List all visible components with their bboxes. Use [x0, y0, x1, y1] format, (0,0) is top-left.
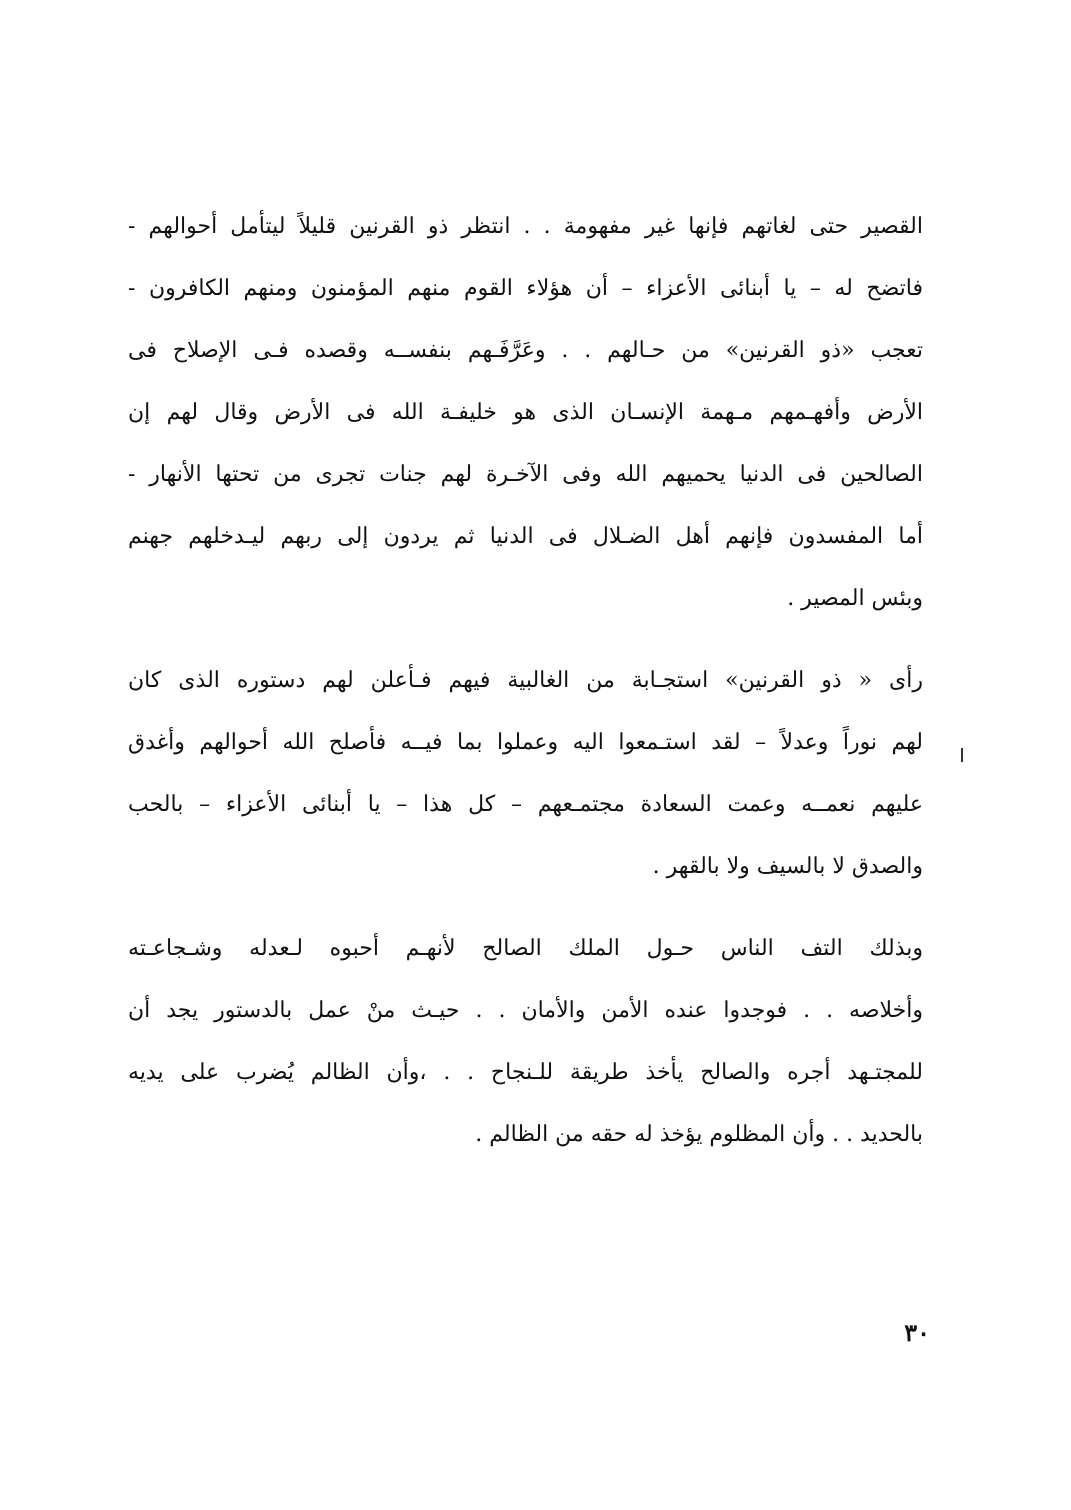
page-number: ٣٠	[904, 1318, 930, 1347]
text-line: أما المفسدون فإنهم أهل الضـلال فى الدنيا ثم يردون إلى ربهم ليـدخلهم جهنم	[128, 524, 923, 549]
text-line: رأى « ذو القرنين» استجـابة من الغالبية فيهم فـأعلن لهم دستوره الذى كان	[128, 668, 923, 693]
text-line: الأرض وأفهـمهم مـهمة الإنسـان الذى هو خليفـة الله فى الأرض وقال لهم إن	[128, 400, 923, 425]
text-line: للمجتـهد أجره والصالح يأخذ طريقة للـنجاح . . ،وأن الظالم يُضرب على يديه	[128, 1060, 923, 1085]
text-line: والصدق لا بالسيف ولا بالقهر .	[652, 854, 923, 879]
body-text	[128, 196, 923, 1166]
text-line: القصير حتى لغاتهم فإنها غير مفهومة . . انتظر ذو القرنين قليلاً ليتأمل أحوالهم -	[128, 214, 923, 239]
text-line: فاتضح له – يا أبنائى الأعزاء – أن هؤلاء القوم منهم المؤمنون ومنهم الكافرون -	[128, 276, 923, 301]
paragraph-3	[128, 918, 923, 1166]
text-line: وبئس المصير .	[787, 586, 923, 611]
paragraph-1	[128, 196, 923, 630]
text-line: وبذلك التف الناس حـول الملك الصالح لأنهـم أحبوه لـعدله وشـجاعـته	[128, 936, 923, 961]
text-line: تعجب «ذو القرنين» من حـالهم . . وعَرَّفَـهم بنفســه وقصده فـى الإصلاح فى	[128, 338, 923, 363]
text-line: لهم نوراً وعدلاً – لقد استـمعوا اليه وعملوا بما فيــه فأصلح الله أحوالهم وأغدق	[128, 730, 923, 755]
text-line: وأخلاصه . . فوجدوا عنده الأمن والأمان . . حيـث منْ عمل بالدستور يجد أن	[128, 998, 923, 1023]
margin-mark	[961, 748, 963, 762]
text-line: الصالحين فى الدنيا يحميهم الله وفى الآخـرة لهم جنات تجرى من تحتها الأنهار -	[128, 462, 923, 487]
paragraph-2	[128, 650, 923, 898]
text-line: بالحديد . . وأن المظلوم يؤخذ له حقه من الظالم .	[475, 1122, 923, 1147]
text-line: عليهم نعمــه وعمت السعادة مجتمـعهم – كل هذا – يا أبنائى الأعزاء – بالحب	[128, 792, 923, 817]
